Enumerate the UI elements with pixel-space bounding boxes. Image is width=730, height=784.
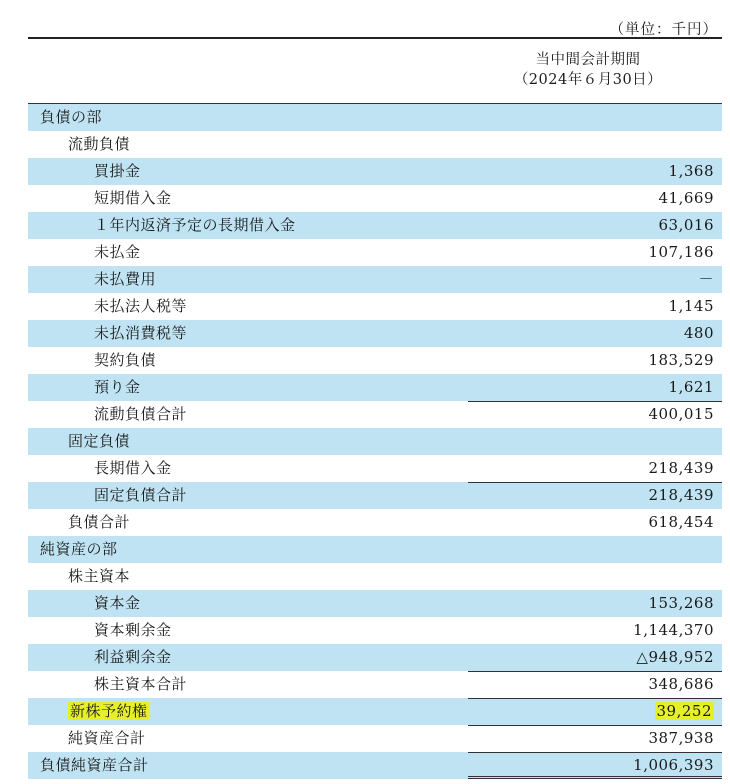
highlight-mark: 39,252 xyxy=(656,702,712,720)
row-total-non-current-liabilities xyxy=(28,482,722,509)
row-capital-stock xyxy=(28,590,722,617)
row-total-shareholders-equity xyxy=(28,671,722,698)
row-value: 153,268 xyxy=(648,594,714,612)
unit-label: （単位：千円） xyxy=(609,22,718,38)
row-label: 資本金 xyxy=(94,594,141,612)
row-label: 未払費用 xyxy=(94,270,157,288)
row-consumption-taxes-payable xyxy=(28,320,722,347)
row-value: △948,952 xyxy=(636,648,714,666)
row-label: 預り金 xyxy=(94,378,141,396)
row-value: 1,145 xyxy=(668,297,714,315)
row-long-term-loans xyxy=(28,455,722,482)
row-label: 未払金 xyxy=(94,243,141,261)
row-label: １年内返済予定の長期借入金 xyxy=(94,216,296,234)
row-label: 流動負債 xyxy=(68,135,131,153)
row-value: 618,454 xyxy=(648,513,714,531)
row-value: 400,015 xyxy=(648,405,714,423)
row-total-liabilities xyxy=(28,509,722,536)
row-label: 株主資本合計 xyxy=(94,675,188,693)
row-stock-acquisition-rights xyxy=(28,698,722,725)
row-label: 負債純資産合計 xyxy=(40,756,149,774)
top-rule xyxy=(28,37,722,39)
row-label: 株主資本 xyxy=(68,567,131,585)
row-label: 買掛金 xyxy=(94,162,141,180)
row-label: 短期借入金 xyxy=(94,189,172,207)
row-value: 218,439 xyxy=(648,459,714,477)
row-value: 218,439 xyxy=(648,486,714,504)
row-label: 流動負債合計 xyxy=(94,405,188,423)
row-value: 41,669 xyxy=(658,189,714,207)
period-header xyxy=(508,50,668,90)
row-label: 固定負債 xyxy=(68,432,131,450)
row-income-taxes-payable xyxy=(28,293,722,320)
row-value: 1,006,393 xyxy=(633,756,714,774)
row-total-net-assets xyxy=(28,725,722,752)
highlight-mark: 新株予約権 xyxy=(70,702,148,720)
row-total-liabilities-and-net-assets xyxy=(28,752,722,779)
row-value: 107,186 xyxy=(648,243,714,261)
row-accounts-payable-other xyxy=(28,239,722,266)
row-current-portion-long-term-loans xyxy=(28,212,722,239)
row-current-liabilities xyxy=(28,131,722,158)
row-label: 負債合計 xyxy=(68,513,131,531)
row-deposits-received xyxy=(28,374,722,401)
row-liabilities-section xyxy=(28,104,722,131)
row-non-current-liabilities xyxy=(28,428,722,455)
row-label: 契約負債 xyxy=(94,351,157,369)
row-value xyxy=(655,698,715,725)
row-retained-earnings xyxy=(28,644,722,671)
row-value: 480 xyxy=(683,324,714,342)
row-value: 348,686 xyxy=(648,675,714,693)
row-label: 負債の部 xyxy=(40,108,103,126)
row-label: 長期借入金 xyxy=(94,459,172,477)
row-value: 63,016 xyxy=(658,216,714,234)
row-label: 純資産の部 xyxy=(40,540,118,558)
row-value: 387,938 xyxy=(648,729,714,747)
row-contract-liabilities xyxy=(28,347,722,374)
row-net-assets-section xyxy=(28,536,722,563)
row-accrued-expenses xyxy=(28,266,722,293)
row-value: 1,144,370 xyxy=(633,621,714,639)
row-short-term-loans xyxy=(28,185,722,212)
row-value: 1,621 xyxy=(668,378,714,396)
row-value: 183,529 xyxy=(648,351,714,369)
row-total-current-liabilities xyxy=(28,401,722,428)
row-shareholders-equity xyxy=(28,563,722,590)
row-accounts-payable xyxy=(28,158,722,185)
period-header-date: （2024年６月30日） xyxy=(513,72,663,88)
row-capital-surplus xyxy=(28,617,722,644)
row-label: 利益剰余金 xyxy=(94,648,172,666)
row-label: 純資産合計 xyxy=(68,729,146,747)
row-value: 1,368 xyxy=(668,162,714,180)
row-label: 未払法人税等 xyxy=(94,297,188,315)
row-label: 固定負債合計 xyxy=(94,486,188,504)
row-value: － xyxy=(698,270,714,288)
period-header-title: 当中間会計期間 xyxy=(535,52,641,68)
balance-sheet-table xyxy=(28,104,722,779)
row-label: 資本剰余金 xyxy=(94,621,172,639)
row-label xyxy=(68,698,150,725)
row-label: 未払消費税等 xyxy=(94,324,188,342)
